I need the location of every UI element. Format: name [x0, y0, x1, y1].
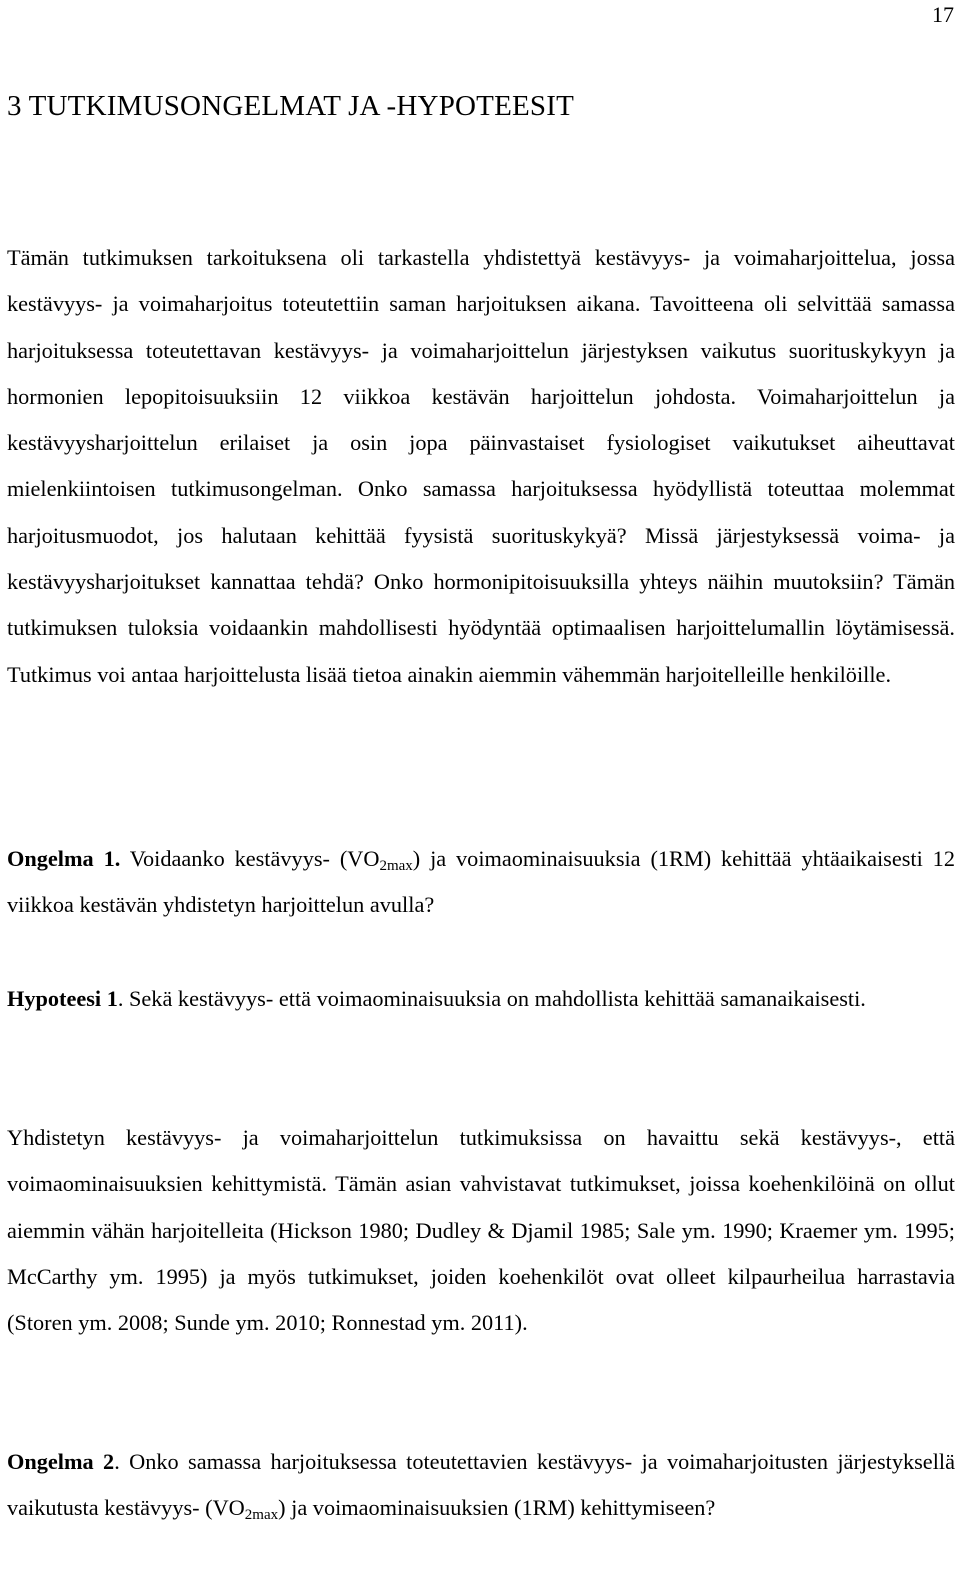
- problem-2-paragraph: [7, 1439, 955, 1532]
- page-number: 17: [932, 2, 954, 27]
- support-paragraph: Yhdistetyn kestävyys- ja voimaharjoittelun tutkimuksissa on havaittu sekä kestävyys-, että voimaominaisuuksien kehittymistä. Tämän asian vahvistavat tutkimukset, joissa koehenkilöinä on ollut aiemmin vähän harjoitelleita (Hickson 1980; Dudley & Djamil 1985; Sale ym. 1990; Kraemer ym. 1995; McCarthy ym. 1995) ja myös tutkimukset, joiden koehenkilöt ovat olleet kilpaurheilua harrastavia (Storen ym. 2008; Sunde ym. 2010; Ronnestad ym. 2011).: [7, 1125, 955, 1336]
- problem-1-label: Ongelma 1.: [7, 846, 121, 871]
- problem-1-subscript: 2max: [379, 858, 413, 874]
- problem-2-text-before: . Onko samassa harjoituksessa toteutettavien kestävyys- ja voimaharjoitusten järjestyksellä vaikutusta kestävyys- (VO: [7, 1449, 955, 1521]
- chapter-heading: 3 TUTKIMUSONGELMAT JA -HYPOTEESIT: [7, 90, 575, 122]
- hypothesis-1-text: . Sekä kestävyys- että voimaominaisuuksia on mahdollista kehittää samanaikaisesti.: [117, 986, 866, 1011]
- intro-paragraph: Tämän tutkimuksen tarkoituksena oli tarkastella yhdistettyä kestävyys- ja voimaharjoittelua, jossa kestävyys- ja voimaharjoitus toteutettiin saman harjoituksen aikana. Tavoitteena oli selvittää samassa harjoituksessa toteutettavan kestävyys- ja voimaharjoittelun järjestyksen vaikutus suorituskykyyn ja hormonien lepopitoisuuksiin 12 viikkoa kestävän harjoittelun johdosta. Voimaharjoittelun ja kestävyysharjoittelun erilaiset ja osin jopa päinvastaiset fysiologiset vaikutukset aiheuttavat mielenkiintoisen tutkimusongelman. Onko samassa harjoituksessa hyödyllistä toteuttaa molemmat harjoitusmuodot, jos halutaan kehittää fyysistä suorituskykyä? Missä järjestyksessä voima- ja kestävyysharjoitukset kannattaa tehdä? Onko hormonipitoisuuksilla yhteys näihin muutoksiin? Tämän tutkimuksen tuloksia voidaankin mahdollisesti hyödyntää optimaalisen harjoittelumallin löytämisessä. Tutkimus voi antaa harjoittelusta lisää tietoa ainakin aiemmin vähemmän harjoitelleille henkilöille.: [7, 245, 955, 687]
- problem-2-subscript: 2max: [244, 1507, 279, 1524]
- hypothesis-1-paragraph: [7, 976, 955, 1022]
- problem-1-paragraph: [7, 836, 955, 929]
- problem-2-text-after: ) ja voimaominaisuuksien (1RM) kehittymiseen?: [278, 1495, 716, 1521]
- hypothesis-1-label: Hypoteesi 1: [7, 986, 118, 1011]
- problem-1-text-before: Voidaanko kestävyys- (VO: [120, 846, 380, 871]
- problem-2-label: Ongelma 2: [7, 1449, 115, 1474]
- problem-1-text-after: ) ja voimaominaisuuksia (1RM) kehittää yhtäaikaisesti 12 viikkoa kestävän yhdistetyn harjoittelun avulla?: [7, 846, 955, 918]
